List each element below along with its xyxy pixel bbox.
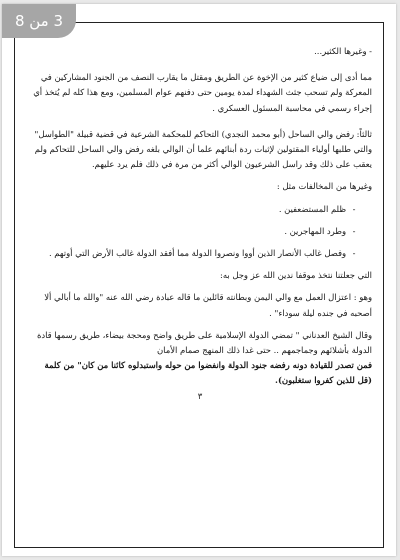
paragraph-violations-intro: وغيرها من المخالفات مثل : — [276, 181, 372, 192]
list-item-text: وطرد المهاجرين . — [284, 225, 346, 236]
list-item — [28, 224, 362, 239]
paragraph-quote: وقال الشيخ العدناني " تمضي الدولة الإسلامية على طريق واضح ومحجة بيضاء، طريق رسمها قادة الدولة بأشلائهم وجماجمهم .. حتى غدا ذلك المنهج صمام الأمان — [37, 329, 372, 356]
paragraph-intro: - وغيرها الكثير... — [314, 46, 372, 56]
page-indicator-badge: 3 من 8 — [2, 4, 76, 38]
page-number: ٣ — [197, 390, 203, 401]
document-body — [28, 44, 372, 404]
paragraph-third-point: ثالثاً: رفض والي الساحل (أبو محمد النجدي) التحاكم للمحكمة الشرعية في قضية قبيلة "الطواسل" والتي طلبها أولياء المقتولين لإثبات ردة أبنائهم علما أن الوالي بلغه رفض والي الساحل للتحاكم ولم يعقب على ذلك وقد راسل الشرعيون الوالي أكثر من مرة في ذلك فلم يرد عليهم. — [34, 128, 372, 170]
paragraph-position: التي جعلتنا نتخذ موقفا ندين الله عز وجل به: — [220, 270, 372, 281]
list-item-text: ظلم المستضعفين . — [278, 203, 346, 214]
paragraph-quote-bold: فمن تصدر للقيادة دونه رفضه جنود الدولة وانفضوا من حوله واستبدلوه كائنا من كان" من كلمة (قل للذين كفروا ستغلبون). — [44, 360, 372, 386]
bullet-dash: - — [352, 203, 356, 214]
list-item-text: وفصل غالب الأنصار الذين أووا ونصروا الدولة مما أفقد الدولة غالب الأرض التي أوتهم . — [48, 248, 346, 259]
paragraph-withdrawal: وهو : اعتزال العمل مع والي اليمن وبطانته قائلين ما قاله عبادة رضي الله عنه "والله ما أبالي ألا أصحبه في جنده ليلة سوداء" . — [44, 292, 372, 318]
document-page — [2, 4, 396, 556]
paragraph-losses: مما أدى إلى ضياع كثير من الإخوة عن الطريق ومقتل ما يقارب النصف من الجنود المشاركين في المعركة ولم تسحب جثث الشهداء لمدة يومين حتى دفنهم عوام المسلمين، ومع هذا كله لم يُتخذ أي إجراء رسمي في محاسبة المسئول العسكري . — [33, 72, 372, 113]
list-item — [28, 202, 362, 217]
bullet-dash: - — [352, 225, 356, 236]
list-item — [28, 246, 362, 261]
bullet-dash: - — [352, 248, 356, 259]
